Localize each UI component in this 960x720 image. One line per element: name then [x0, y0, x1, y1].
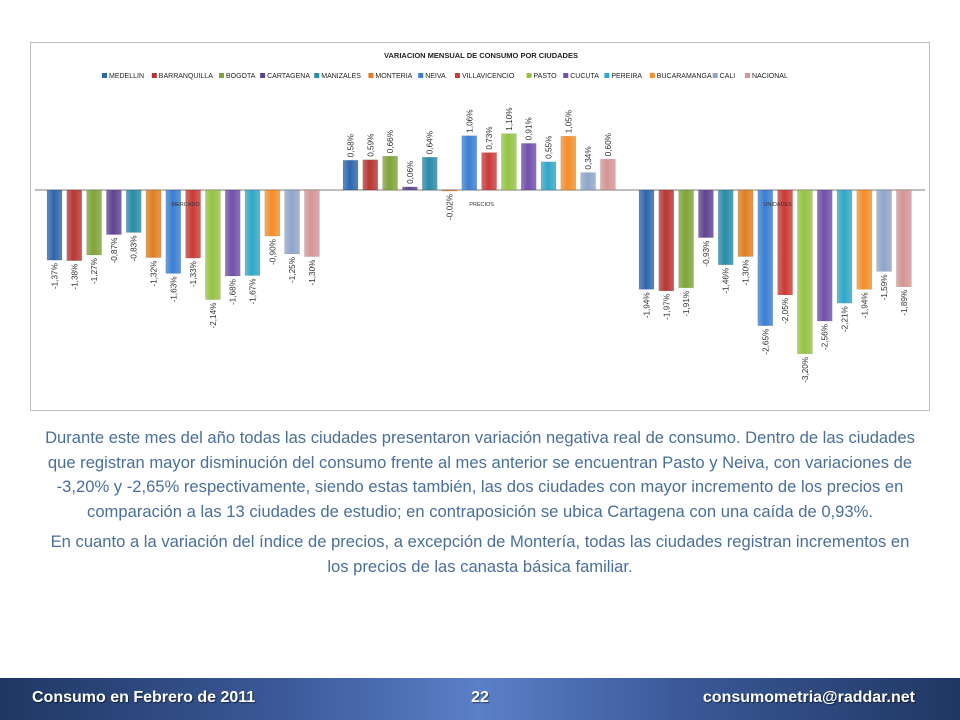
bar-cali-mercado — [285, 190, 300, 254]
data-label: -0,02% — [445, 194, 455, 220]
data-label: 0,60% — [603, 133, 613, 157]
data-label: -2,14% — [208, 302, 218, 329]
legend-label: BARRANQUILLA — [158, 73, 213, 80]
legend-swatch — [563, 73, 568, 78]
data-label: -1,89% — [899, 289, 909, 316]
legend-swatch — [418, 73, 423, 78]
category-label: UNIDADES — [763, 202, 792, 208]
bar-cali-precios — [581, 173, 596, 190]
bar-bucaramanga-precios — [561, 136, 576, 190]
bar-pereira-unidades — [837, 190, 852, 303]
data-label: -1,33% — [189, 261, 199, 288]
legend-label: NEIVA — [425, 73, 446, 80]
data-label: -1,38% — [70, 263, 80, 290]
data-label: 0,73% — [485, 126, 495, 150]
legend-label: NACIONAL — [752, 73, 788, 80]
legend-swatch — [527, 73, 532, 78]
footer-bar — [0, 678, 960, 720]
bar-pasto-mercado — [205, 190, 220, 300]
data-label: -1,67% — [248, 278, 258, 305]
chart-title: VARIACION MENSUAL DE CONSUMO POR CIUDADES — [384, 51, 578, 60]
data-label: 0,59% — [366, 133, 376, 157]
category-label: PRECIOS — [469, 202, 494, 208]
bar-barranquilla-mercado — [67, 190, 82, 261]
bar-cucuta-precios — [521, 143, 536, 190]
bar-cali-unidades — [877, 190, 892, 271]
legend-swatch — [604, 73, 609, 78]
bar-neiva-precios — [462, 136, 477, 190]
bar-cartagena-unidades — [698, 190, 713, 238]
data-label: -0,87% — [109, 237, 119, 264]
category-label: MERCADO — [171, 202, 200, 208]
legend-label: VILLAVICENCIO — [461, 73, 515, 80]
data-label: -1,91% — [682, 290, 692, 317]
data-label: -0,93% — [701, 240, 711, 267]
legend-swatch — [219, 73, 224, 78]
body-text — [40, 426, 920, 585]
data-label: -1,37% — [50, 263, 60, 290]
data-label: -1,94% — [642, 292, 652, 319]
bar-cartagena-mercado — [106, 190, 121, 235]
bar-monteria-mercado — [146, 190, 161, 258]
bar-pereira-precios — [541, 162, 556, 190]
legend-label: MEDELLIN — [109, 73, 145, 80]
legend-swatch — [102, 73, 107, 78]
data-label: 1,06% — [465, 109, 475, 133]
bar-cucuta-mercado — [225, 190, 240, 276]
bar-bogota-unidades — [679, 190, 694, 288]
data-label: 0,55% — [544, 135, 554, 159]
data-label: -0,90% — [268, 239, 278, 266]
bar-medellin-unidades — [639, 190, 654, 289]
legend-swatch — [314, 73, 319, 78]
bar-pasto-unidades — [797, 190, 812, 354]
bar-medellin-precios — [343, 160, 358, 190]
data-label: -1,30% — [307, 259, 317, 286]
data-label: -1,97% — [662, 293, 672, 320]
legend-label: CALI — [719, 73, 736, 80]
data-label: -1,94% — [860, 292, 870, 319]
paragraph-consumption: Durante este mes del año todas las ciudades presentaron variación negativa real de consumo. Dentro de las ciudades que registran mayor disminución del consumo frente al mes anterior se encuentran Pasto y Neiva, con variaciones de -3,20% y -2,65% respectivamente, siendo estas también, las dos ciudades con mayor incremento de los precios en comparación a las 13 ciudades de estudio; en contraposición se ubica Cartagena con una caída de 0,93%. — [45, 428, 915, 521]
data-label: -2,56% — [820, 324, 830, 351]
legend-swatch — [745, 73, 750, 78]
data-label: 0,64% — [425, 131, 435, 155]
legend-swatch — [260, 73, 265, 78]
data-label: 0,66% — [386, 129, 396, 154]
bar-pereira-mercado — [245, 190, 260, 276]
data-label: -0,83% — [129, 235, 139, 262]
data-label: -1,27% — [90, 258, 100, 284]
bar-bogota-precios — [383, 156, 398, 190]
legend-label: PEREIRA — [611, 73, 643, 80]
bar-barranquilla-unidades — [659, 190, 674, 291]
data-label: 0,58% — [346, 134, 356, 158]
bar-monteria-unidades — [738, 190, 753, 257]
data-label: -1,30% — [741, 259, 751, 286]
bar-pasto-precios — [501, 134, 516, 190]
legend-label: BUCARAMANGA — [656, 73, 712, 80]
bar-villavicencio-precios — [482, 153, 497, 190]
footer-title: Consumo en Febrero de 2011 — [32, 689, 256, 706]
data-label: -1,68% — [228, 279, 238, 305]
legend-swatch — [455, 73, 460, 78]
data-label: -1,25% — [288, 257, 298, 283]
bar-medellin-mercado — [47, 190, 62, 260]
legend-swatch — [713, 73, 718, 78]
legend-label: MONTERIA — [375, 73, 413, 80]
bar-manizales-unidades — [718, 190, 733, 265]
bar-bogota-mercado — [87, 190, 102, 255]
legend-label: MANIZALES — [321, 73, 361, 80]
bar-nacional-mercado — [304, 190, 319, 257]
bar-villavicencio-mercado — [186, 190, 201, 258]
footer-email: consumometria@raddar.net — [702, 689, 915, 706]
data-label: 0,06% — [405, 160, 415, 184]
bar-bucaramanga-mercado — [265, 190, 280, 236]
data-label: -2,65% — [761, 328, 771, 355]
bar-bucaramanga-unidades — [857, 190, 872, 289]
data-label: 0,91% — [524, 117, 534, 141]
bar-barranquilla-precios — [363, 160, 378, 190]
consumption-variation-chart — [31, 43, 931, 412]
data-label: 1,10% — [504, 107, 514, 131]
bar-cucuta-unidades — [817, 190, 832, 321]
bar-manizales-mercado — [126, 190, 141, 232]
paragraph-prices: En cuanto a la variación del índice de precios, a excepción de Montería, todas las ciudades registran incrementos en los precios de las canasta básica familiar. — [50, 532, 910, 576]
bar-nacional-precios — [600, 159, 615, 190]
legend-label: PASTO — [533, 73, 557, 80]
legend-label: BOGOTA — [226, 73, 256, 80]
legend-label: CARTAGENA — [267, 73, 311, 80]
data-label: -1,46% — [721, 267, 731, 294]
bar-neiva-unidades — [758, 190, 773, 326]
data-label: -2,05% — [781, 297, 791, 324]
data-label: -1,32% — [149, 260, 159, 287]
data-label: -2,21% — [840, 306, 850, 333]
data-label: 0,34% — [584, 146, 594, 170]
chart-container — [30, 42, 930, 411]
bar-nacional-unidades — [896, 190, 911, 287]
bar-manizales-precios — [422, 157, 437, 190]
data-label: -1,63% — [169, 276, 179, 303]
data-label: -1,59% — [880, 274, 890, 301]
legend-swatch — [152, 73, 157, 78]
data-label: 1,05% — [564, 110, 574, 134]
bar-cartagena-precios — [402, 187, 417, 190]
bar-monteria-precios — [442, 190, 457, 191]
page-number: 22 — [471, 689, 489, 706]
data-label: -3,20% — [800, 356, 810, 383]
legend-label: CUCUTA — [570, 73, 599, 80]
legend-swatch — [368, 73, 373, 78]
legend-swatch — [650, 73, 655, 78]
